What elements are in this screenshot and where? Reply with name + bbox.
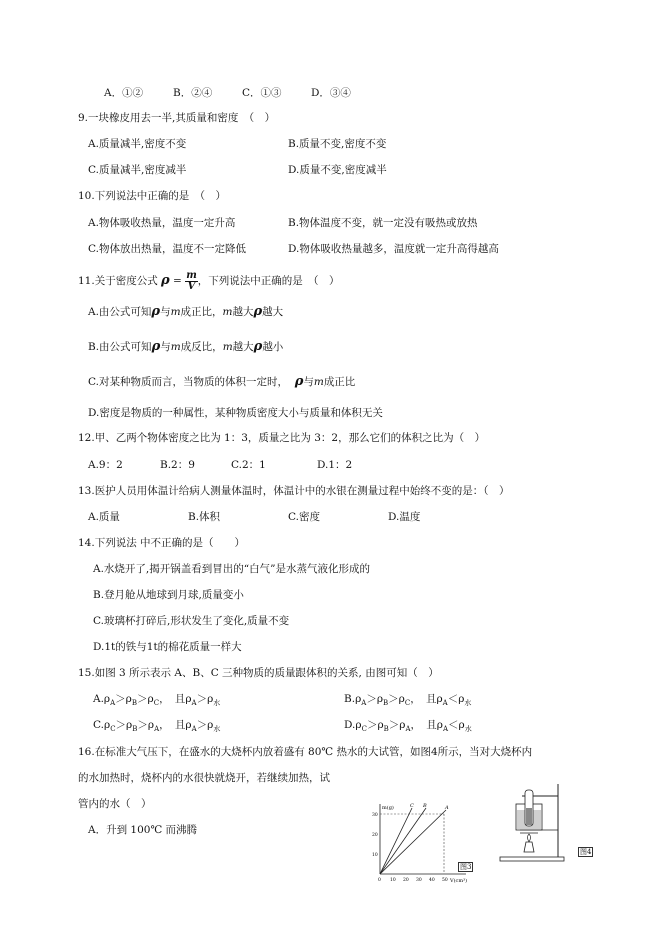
sub-c: C bbox=[153, 699, 160, 708]
rho-symbol: ρ bbox=[147, 719, 155, 731]
q11-stem-pre: 11.关于密度公式 bbox=[78, 275, 158, 287]
rho-symbol: ρ bbox=[436, 719, 443, 731]
equals-sign: = bbox=[169, 275, 186, 287]
q16-option-a: A．升到 100℃ 而沸腾 bbox=[88, 824, 198, 836]
rho-symbol: ρ bbox=[399, 719, 406, 731]
q16-line1: 16.在标准大气压下，在盛水的大烧杯内放着盛有 80℃ 热水的大试管，如图4所示，当对大烧杯内 bbox=[78, 746, 533, 758]
rho-symbol: ρ bbox=[253, 304, 263, 319]
fraction-denominator: V bbox=[187, 280, 196, 292]
q11-option-b bbox=[88, 340, 283, 354]
y-tick: 20 bbox=[372, 833, 378, 838]
mass-symbol: m bbox=[170, 306, 181, 318]
q9-option-c: C.质量减半,密度减半 bbox=[88, 164, 187, 176]
q11-option-a bbox=[88, 305, 283, 319]
q11-a-mid2: 成正比， bbox=[180, 306, 223, 318]
y-axis-label: m(g) bbox=[382, 805, 394, 811]
sub-water: 水 bbox=[464, 725, 472, 734]
q11-b-post: 越小 bbox=[262, 341, 284, 353]
sub-c: C bbox=[110, 725, 116, 734]
gt-sign: ＞ bbox=[196, 719, 208, 731]
and-text: ， 且 bbox=[159, 719, 186, 731]
sub-b: B bbox=[131, 699, 138, 708]
q15-option-d bbox=[344, 718, 472, 736]
rho-symbol: ρ bbox=[436, 693, 443, 705]
rho-symbol: ρ bbox=[161, 273, 170, 288]
mass-symbol: m bbox=[313, 376, 324, 388]
q11-b-mid: 与 bbox=[160, 341, 171, 353]
series-a-line bbox=[380, 810, 446, 874]
rho-symbol: ρ bbox=[207, 693, 214, 705]
series-c-label: C bbox=[410, 803, 414, 809]
density-fraction bbox=[185, 271, 198, 292]
mass-symbol: m bbox=[222, 341, 233, 353]
q12-option-b: B.2：9 bbox=[160, 459, 195, 471]
gt-sign: ＞ bbox=[366, 719, 378, 731]
q15-option-b bbox=[344, 692, 471, 710]
rho-symbol: ρ bbox=[147, 693, 154, 705]
rho-symbol: ρ bbox=[253, 339, 263, 354]
and-text: ， 且 bbox=[410, 693, 437, 705]
q14-option-b: B.登月舱从地球到月球,质量变小 bbox=[93, 589, 244, 601]
rho-symbol: ρ bbox=[103, 693, 111, 705]
prev-option-c: C．①③ bbox=[242, 87, 282, 99]
option-label: C. bbox=[93, 719, 104, 731]
q11-stem-post: ，下列说法中正确的是 （ ） bbox=[197, 275, 340, 287]
q11-option-d: D.密度是物质的一种属性，某种物质密度大小与质量和体积无关 bbox=[88, 407, 383, 419]
rho-symbol: ρ bbox=[125, 693, 132, 705]
q11-c-mid: 与 bbox=[303, 376, 314, 388]
rho-symbol: ρ bbox=[126, 719, 133, 731]
figure-4-apparatus bbox=[490, 780, 580, 864]
and-text: ， 且 bbox=[410, 719, 437, 731]
q11-a-mid3: 越大 bbox=[232, 306, 254, 318]
sub-b: B bbox=[383, 725, 389, 734]
prev-option-d: D．③④ bbox=[311, 87, 351, 99]
rho-symbol: ρ bbox=[185, 693, 192, 705]
sub-a: A bbox=[110, 699, 116, 708]
sub-a: A bbox=[191, 725, 197, 734]
alcohol-lamp bbox=[524, 842, 534, 852]
sub-a: A bbox=[191, 699, 197, 708]
q15-option-c bbox=[93, 718, 220, 736]
q10-option-d: D.物体吸收热量越多，温度就一定升高得越高 bbox=[288, 243, 499, 255]
flame-icon bbox=[528, 834, 531, 842]
q11-a-pre: A.由公式可知 bbox=[88, 306, 152, 318]
q14-option-d: D.1t的铁与1t的棉花质量一样大 bbox=[93, 641, 242, 653]
test-tube-water bbox=[526, 808, 532, 825]
prev-option-b: B．②④ bbox=[173, 87, 213, 99]
q11-a-post: 越大 bbox=[262, 306, 284, 318]
q11-a-mid: 与 bbox=[160, 306, 171, 318]
rho-symbol: ρ bbox=[207, 719, 214, 731]
rho-symbol: ρ bbox=[458, 719, 465, 731]
series-c-line bbox=[380, 808, 412, 874]
rho-symbol: ρ bbox=[355, 693, 362, 705]
q10-option-b: B.物体温度不变，就一定没有吸热或放热 bbox=[288, 217, 478, 229]
y-tick: 10 bbox=[372, 853, 378, 858]
rho-symbol: ρ bbox=[355, 719, 362, 731]
sub-a: A bbox=[361, 699, 367, 708]
x-tick: 10 bbox=[390, 878, 396, 883]
gt-sign: ＞ bbox=[366, 693, 377, 705]
q10-option-c: C.物体放出热量，温度不一定降低 bbox=[88, 243, 246, 255]
rho-symbol: ρ bbox=[376, 693, 383, 705]
q13-option-d: D.温度 bbox=[388, 511, 421, 523]
mass-symbol: m bbox=[222, 306, 233, 318]
series-b-label: B bbox=[423, 803, 427, 809]
gt-sign: ＞ bbox=[137, 719, 148, 731]
sub-b: B bbox=[383, 699, 389, 708]
sub-water: 水 bbox=[213, 725, 221, 734]
q12-option-c: C.2：1 bbox=[231, 459, 266, 471]
sub-b: B bbox=[132, 725, 138, 734]
rho-symbol: ρ bbox=[185, 719, 192, 731]
gt-sign: ＞ bbox=[196, 693, 208, 705]
rho-symbol: ρ bbox=[151, 339, 161, 354]
gt-sign: ＞ bbox=[388, 719, 400, 731]
q13-option-b: B.体积 bbox=[188, 511, 221, 523]
q12-option-a: A.9：2 bbox=[88, 459, 123, 471]
q14-option-c: C.玻璃杯打碎后,形状发生了变化,质量不变 bbox=[93, 615, 290, 627]
x-tick: 40 bbox=[429, 878, 435, 883]
q13-stem: 13.医护人员用体温计给病人测量体温时，体温计中的水银在测量过程中始终不变的是：（ ） bbox=[78, 485, 510, 497]
q11-b-pre: B.由公式可知 bbox=[88, 341, 152, 353]
gt-sign: ＞ bbox=[115, 693, 126, 705]
sub-a: A bbox=[154, 725, 160, 734]
q12-stem: 12.甲、乙两个物体密度之比为 1：3，质量之比为 3：2，那么它们的体积之比为（ ） bbox=[78, 432, 486, 444]
y-tick: 30 bbox=[372, 813, 378, 818]
option-label: A. bbox=[93, 693, 104, 705]
figure-3-label: 图3 bbox=[460, 863, 472, 871]
q15-stem: 15.如图 3 所示表示 A、B、C 三种物质的质量跟体积的关系, 由图可知（ ） bbox=[78, 667, 439, 679]
q15-option-a bbox=[93, 692, 220, 710]
lt-sign: ＜ bbox=[447, 693, 459, 705]
x-tick: 0 bbox=[378, 878, 381, 883]
q10-option-a: A.物体吸收热量，温度一定升高 bbox=[88, 217, 236, 229]
sub-water: 水 bbox=[213, 699, 221, 708]
series-a-label: A bbox=[445, 805, 449, 811]
q14-option-a: A.水烧开了,揭开锅盖看到冒出的“白气”是水蒸气液化形成的 bbox=[93, 563, 370, 575]
gt-sign: ＞ bbox=[388, 693, 399, 705]
x-tick: 20 bbox=[403, 878, 409, 883]
rho-symbol: ρ bbox=[104, 719, 111, 731]
and-text: ， 且 bbox=[159, 693, 186, 705]
q13-option-c: C.密度 bbox=[288, 511, 320, 523]
mass-symbol: m bbox=[170, 341, 181, 353]
rho-symbol: ρ bbox=[294, 374, 304, 389]
sub-c: C bbox=[404, 699, 411, 708]
gt-sign: ＞ bbox=[137, 693, 148, 705]
rho-symbol: ρ bbox=[151, 304, 161, 319]
q11-c-pre: C.对某种物质而言，当物质的体积一定时， bbox=[88, 376, 288, 388]
rho-symbol: ρ bbox=[458, 693, 465, 705]
q10-stem: 10.下列说法中正确的是 （ ） bbox=[78, 190, 226, 202]
q16-line3: 管内的水（ ） bbox=[78, 798, 152, 810]
series-b-line bbox=[380, 808, 426, 874]
option-label: B. bbox=[344, 693, 356, 705]
rho-symbol: ρ bbox=[377, 719, 384, 731]
q9-option-d: D.质量不变,密度减半 bbox=[288, 164, 387, 176]
sub-water: 水 bbox=[464, 699, 472, 708]
sub-a: A bbox=[405, 725, 411, 734]
x-axis-label: V(cm³) bbox=[450, 878, 468, 884]
q9-option-a: A.质量减半,密度不变 bbox=[88, 138, 187, 150]
option-label: D. bbox=[344, 719, 356, 731]
gt-sign: ＞ bbox=[115, 719, 127, 731]
prev-option-a: A．①② bbox=[104, 87, 144, 99]
stand-base bbox=[500, 857, 564, 861]
q11-stem bbox=[78, 270, 340, 292]
sub-c: C bbox=[361, 725, 367, 734]
q11-c-post: 成正比 bbox=[323, 376, 356, 388]
q12-option-d: D.1：2 bbox=[317, 459, 353, 471]
fraction-numerator: m bbox=[186, 269, 197, 281]
q13-option-a: A.质量 bbox=[88, 511, 120, 523]
q14-stem: 14.下列说法 中不正确的是（ ） bbox=[78, 537, 246, 549]
figure-4-label: 图4 bbox=[580, 848, 592, 856]
q11-b-mid2: 成反比， bbox=[180, 341, 223, 353]
q11-b-mid3: 越大 bbox=[232, 341, 254, 353]
x-tick: 50 bbox=[442, 878, 448, 883]
sub-a: A bbox=[442, 699, 448, 708]
q9-option-b: B.质量不变,密度不变 bbox=[288, 138, 387, 150]
q9-stem: 9.一块橡皮用去一半,其质量和密度 （ ） bbox=[78, 112, 276, 124]
q11-option-c bbox=[88, 375, 355, 389]
sub-a: A bbox=[442, 725, 449, 734]
q16-line2: 的水加热时，烧杯内的水很快就烧开，若继续加热，试 bbox=[78, 772, 330, 784]
x-tick: 30 bbox=[416, 878, 422, 883]
lt-sign: ＜ bbox=[448, 719, 459, 731]
rho-symbol: ρ bbox=[398, 693, 405, 705]
